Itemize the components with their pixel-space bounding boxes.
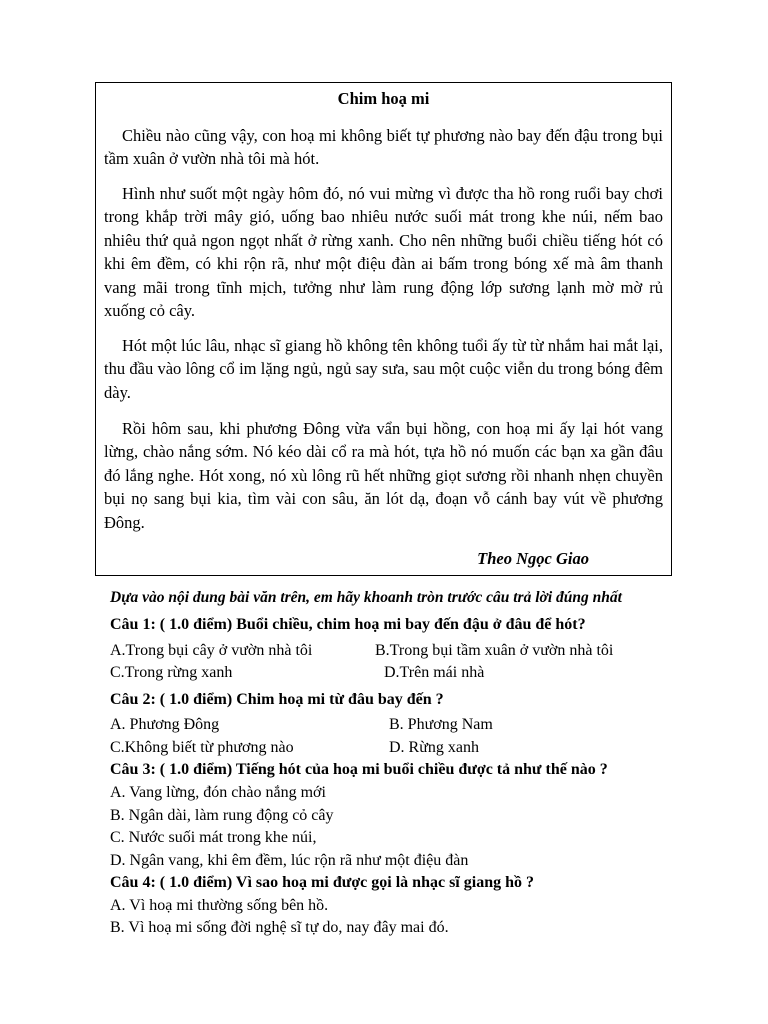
question-1-option-a[interactable]: A.Trong bụi cây ở vườn nhà tôi <box>110 642 313 659</box>
passage-author: Theo Ngọc Giao <box>477 549 589 568</box>
question-1-option-c[interactable]: C.Trong rừng xanh <box>110 664 233 681</box>
question-3-heading: Câu 3: ( 1.0 điểm) Tiếng hót của hoạ mi buổi chiều được tả như thế nào ? <box>110 761 608 778</box>
passage-paragraph-4: Rồi hôm sau, khi phương Đông vừa vẩn bụi hồng, con hoạ mi ấy lại hót vang lừng, chào nắng sớm. Nó kéo dài cổ ra mà hót, tựa hồ nó muốn các bạn xa gần đâu đó lắng nghe. Hót xong, nó xù lông rũ hết những giọt sương rồi nhanh nhẹn chuyền bụi nọ sang bụi kia, tìm vài con sâu, ăn lót dạ, đoạn vỗ cánh bay vút về phương Đông. <box>104 419 663 532</box>
passage-paragraph-2: Hình như suốt một ngày hôm đó, nó vui mừng vì được tha hồ rong ruổi bay chơi trong khắp trời mây gió, uống bao nhiêu nước suối mát trong khe núi, nếm bao nhiêu thứ quả ngon ngọt nhất ở rừng xanh. Cho nên những buổi chiều tiếng hót có khi êm đềm, có khi rộn rã, như một điệu đàn ai bấm trong bóng xế mà âm thanh vang mãi trong tĩnh mịch, tưởng như làm rung động lớp sương lạnh mờ mờ rủ xuống cỏ cây. <box>104 184 663 321</box>
question-3-option-a[interactable]: A. Vang lừng, đón chào nắng mới <box>110 784 326 801</box>
question-3-option-c[interactable]: C. Nước suối mát trong khe núi, <box>110 829 317 846</box>
passage-paragraph-3: Hót một lúc lâu, nhạc sĩ giang hồ không tên không tuổi ấy từ từ nhắm hai mắt lại, thu đầu vào lông cổ im lặng ngủ, ngủ say sưa, sau một cuộc viễn du trong bóng đêm dày. <box>104 336 663 402</box>
question-4-option-b[interactable]: B. Vì hoạ mi sống đời nghệ sĩ tự do, nay đây mai đó. <box>110 919 449 936</box>
question-1-heading: Câu 1: ( 1.0 điểm) Buổi chiều, chim hoạ mi bay đến đậu ở đâu để hót? <box>110 616 586 633</box>
question-2-option-c[interactable]: C.Không biết từ phương nào <box>110 739 294 756</box>
question-2-option-b[interactable]: B. Phương Nam <box>389 716 493 733</box>
reading-passage-box <box>95 82 672 576</box>
question-1-option-d[interactable]: D.Trên mái nhà <box>384 664 485 681</box>
question-2-heading: Câu 2: ( 1.0 điểm) Chim hoạ mi từ đâu bay đến ? <box>110 691 444 708</box>
question-4-option-a[interactable]: A. Vì hoạ mi thường sống bên hồ. <box>110 897 329 914</box>
question-2-option-a[interactable]: A. Phương Đông <box>110 716 220 733</box>
instruction-text: Dựa vào nội dung bài văn trên, em hãy khoanh tròn trước câu trả lời đúng nhất <box>110 589 622 606</box>
question-3-option-b[interactable]: B. Ngân dài, làm rung động cỏ cây <box>110 807 334 824</box>
question-3-option-d[interactable]: D. Ngân vang, khi êm đềm, lúc rộn rã như một điệu đàn <box>110 852 469 869</box>
passage-title: Chim hoạ mi <box>337 89 430 108</box>
question-1-option-b[interactable]: B.Trong bụi tầm xuân ở vườn nhà tôi <box>375 642 614 659</box>
question-4-heading: Câu 4: ( 1.0 điểm) Vì sao hoạ mi được gọi là nhạc sĩ giang hồ ? <box>110 874 534 891</box>
question-2-option-d[interactable]: D. Rừng xanh <box>389 739 479 756</box>
passage-paragraph-1: Chiều nào cũng vậy, con hoạ mi không biết tự phương nào bay đến đậu trong bụi tầm xuân ở vườn nhà tôi mà hót. <box>104 126 663 169</box>
